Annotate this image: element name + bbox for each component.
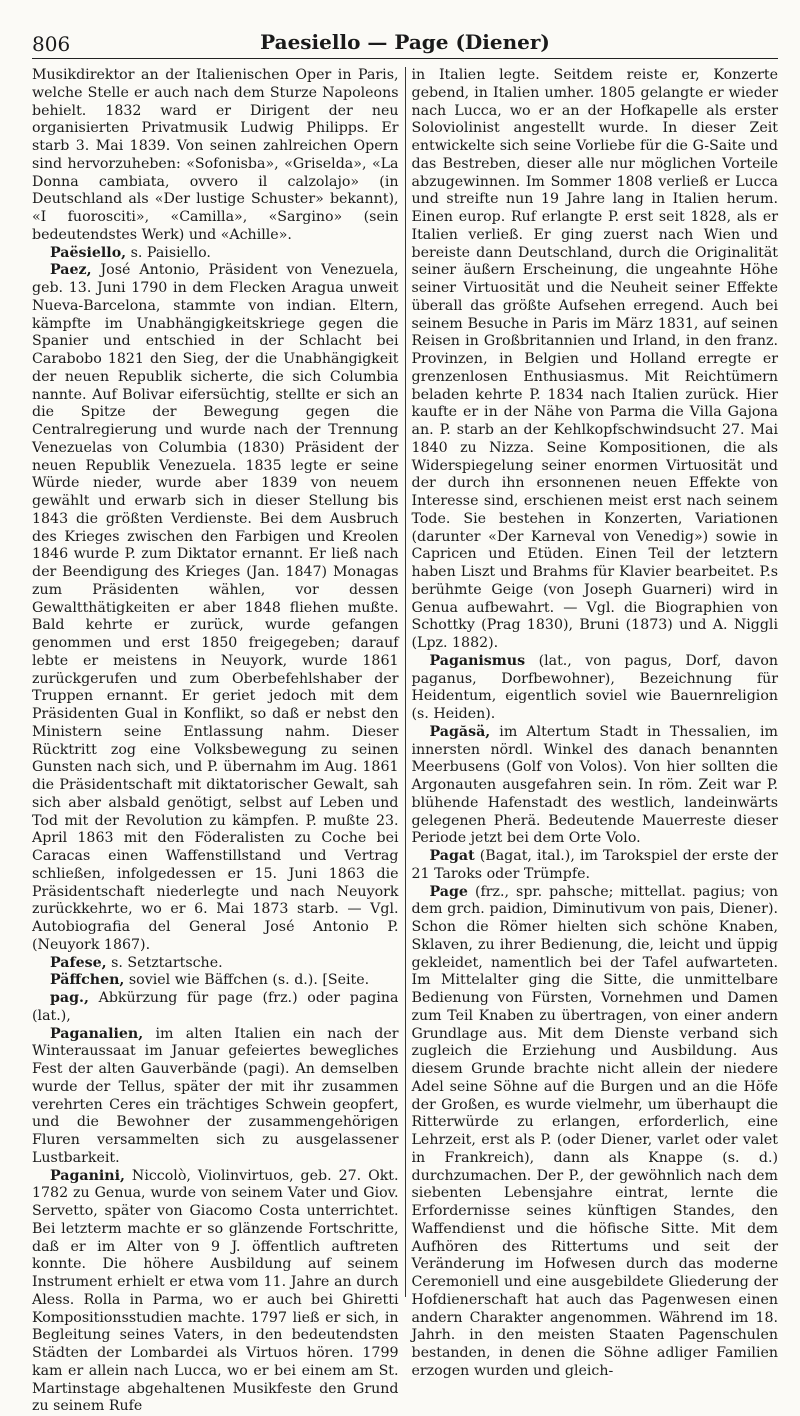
- entry-page: [412, 884, 779, 1381]
- text-columns: [32, 67, 778, 1297]
- entry-text: (Bagat, ital.), im Tarokspiel der erste der 21 Taroks oder Trümpfe.: [412, 848, 779, 882]
- entry-paesiello: [32, 245, 399, 263]
- headword: Pagat: [430, 848, 475, 864]
- entry-text: s. Setztartsche.: [111, 955, 223, 971]
- right-column: [406, 67, 779, 1297]
- headword: Paez,: [50, 262, 92, 278]
- entry-text: (frz., spr. pahsche; mittellat. pagius; von dem grch. paidion, Diminutivum von pais, Diener). Schon die Römer hielten sich schöne Knaben, Sklaven, zu ihrer Bedienung, die, leicht und üppig gekleidet, namentlich bei der Tafel aufwarteten. Im Mittelalter ging die Sitte, die unmittelbare Bedienung von Fürsten, Vornehmen und Damen zum Teil Knaben zu übertragen, von einer andern Grundlage aus. Mit dem Dienste verband sich zugleich die Erziehung und Ausbildung. Aus diesem Grunde brachte nicht allein der niedere Adel seine Söhne auf die Burgen und an die Höfe der Großen, es wurde vielmehr, um überhaupt die Ritterwürde zu erlangen, erforderlich, eine Lehrzeit, erst als P. (oder Diener, varlet oder valet in Frankreich), dann als Knappe (s. d.) durchzumachen. Der P., der gewöhnlich nach dem siebenten Lebensjahre eintrat, lernte die Erfordernisse seines künftigen Standes, den Waffendienst und die höfische Sitte. Mit dem Aufhören des Rittertums und seit der Veränderung im Hofwesen durch das moderne Ceremoniell und eine ausgebildete Gliederung der Hofdienerschaft hat auch das Pagenwesen einen andern Charakter angenommen. Während im 18. Jahrh. in den meisten Staaten Pagenschulen bestanden, in denen die Söhne adliger Familien erzogen wurden und gleich-: [412, 884, 779, 1379]
- page-header: [32, 28, 778, 59]
- page-number: 806: [32, 32, 70, 56]
- entry-text: Niccolò, Violinvirtuos, geb. 27. Okt. 1782 zu Genua, wurde von seinem Vater und Giov. Servetto, später von Giacomo Costa unterrichtet. Bei letzterm machte er so glänzende Fortschritte, daß er im Alter von 9 J. öffentlich auftreten konnte. Die höhere Ausbildung auf seinem Instrument erhielt er etwa vom 11. Jahre an durch Aless. Rolla in Parma, wo er auch bei Ghiretti Kompositionsstudien machte. 1797 ließ er sich, in Begleitung seines Vaters, in den bedeutendsten Städten der Lombardei als Virtuos hören. 1799 kam er allein nach Lucca, wo er bei einem am St. Martinstage abgehaltenen Musikfeste den Grund zu seinem Rufe: [32, 1168, 399, 1415]
- entry-text: (lat., von pagus, Dorf, davon paganus, Dorfbewohner), Bezeichnung für Heidentum, eigentlich soviel wie Bauernreligion (s. Heiden).: [412, 653, 779, 722]
- headword: Paganini,: [50, 1168, 125, 1184]
- entry-paganismus: [412, 653, 779, 724]
- entry-paganini-cont: [412, 67, 779, 653]
- left-column: [32, 67, 405, 1297]
- headword: Paganismus: [430, 653, 526, 669]
- headword: Page: [430, 884, 468, 900]
- entry-pag: [32, 990, 399, 1026]
- entry-text: s. Paisiello.: [131, 245, 211, 261]
- entry-text: Musikdirektor an der Italienischen Oper in Paris, welche Stelle er auch nach dem Sturze Napoleons behielt. 1832 ward er Dirigent der neu organisierten Privatmusik Ludwig Philipps. Er starb 3. Mai 1839. Von seinen zahlreichen Opern sind hervorzuheben: «Sofonisba», «Griselda», «La Donna cambiata, ovvero il calzolajo» (in Deutschland als «Der lustige Schuster» bekannt), «I fuorosciti», «Camilla», «Sargino» (sein bedeutendstes Werk) und «Achille».: [32, 67, 399, 243]
- entry-text: in Italien legte. Seitdem reiste er, Konzerte gebend, in Italien umher. 1805 gelangte er wieder nach Lucca, wo er an der Hofkapelle als erster Soloviolinist angestellt wurde. In dieser Zeit entwickelte sich seine Vorliebe für die G-Saite und das Bestreben, dieser alle nur möglichen Vorteile abzugewinnen. Im Sommer 1808 verließ er Lucca und streifte nun 19 Jahre lang in Italien herum. Einen europ. Ruf erlangte P. erst seit 1828, als er Italien verließ. Er ging zuerst nach Wien und bereiste dann Deutschland, durch die Originalität seiner äußern Erscheinung, die ungeahnte Höhe seiner Virtuosität und die Neuheit seiner Effekte überall das größte Aufsehen erregend. Auch bei seinem Besuche in Paris im März 1831, auf seinen Reisen in Großbritannien und Irland, in den franz. Provinzen, in Belgien und Holland erregte er grenzenlosen Enthusiasmus. Mit Reichtümern beladen kehrte P. 1834 nach Italien zurück. Hier kaufte er in der Nähe von Parma die Villa Gajona an. P. starb an der Kehlkopfschwindsucht 27. Mai 1840 zu Nizza. Seine Kompositionen, die als Widerspiegelung seiner enormen Virtuosität und der durch ihn ersonnenen neuen Effekte von Interesse sind, erschienen meist erst nach seinem Tode. Sie bestehen in Konzerten, Variationen (darunter «Der Karneval von Venedig») sowie in Capricen und Etüden. Einen Teil der letztern haben Liszt und Brahms für Klavier bearbeitet. P.s berühmte Geige (von Joseph Guarneri) wird in Genua aufbewahrt. — Vgl. die Biographien von Schottky (Prag 1830), Bruni (1873) und A. Niggli (Lpz. 1882).: [412, 67, 779, 651]
- entry-pafese: [32, 955, 399, 973]
- headword: pag.,: [50, 990, 89, 1006]
- running-title: Paesiello — Page (Diener): [32, 30, 778, 54]
- entry-text: soviel wie Bäffchen (s. d.). [Seite.: [129, 972, 369, 988]
- entry-text: im alten Italien ein nach der Winteraussaat im Januar gefeiertes bewegliches Fest der alten Gauverbände (pagi). An demselben wurde der Tellus, später der mit ihr zusammen verehrten Ceres ein trächtiges Schwein geopfert, und die Bewohner der zusammengehörigen Fluren versammelten sich zu ausgelassener Lustbarkeit.: [32, 1026, 399, 1166]
- headword: Paësiello,: [50, 245, 126, 261]
- entry-paez: [32, 262, 399, 954]
- entry-text: Abkürzung für page (frz.) oder pagina (lat.),: [32, 990, 399, 1024]
- headword: Pagăsä,: [430, 724, 491, 740]
- headword: Paganalien,: [50, 1026, 143, 1042]
- entry-text: im Altertum Stadt in Thessalien, im innersten nördl. Winkel des danach benannten Meerbusens (Golf von Volos). Von hier sollten die Argonauten ausgefahren sein. In röm. Zeit war P. blühende Hafenstadt des westlich, landeinwärts gelegenen Pherä. Bedeutende Mauerreste dieser Periode jetzt bei dem Orte Volo.: [412, 724, 779, 847]
- entry-pagat: [412, 848, 779, 884]
- entry-paganalien: [32, 1026, 399, 1168]
- entry-pagasa: [412, 724, 779, 848]
- entry-paer-cont: [32, 67, 399, 245]
- entry-text: José Antonio, Präsident von Venezuela, geb. 13. Juni 1790 in dem Flecken Aragua unweit Nueva-Barcelona, stammte von indian. Eltern, kämpfte im Unabhängigkeitskriege gegen die Spanier und entschied in der Schlacht bei Carabobo 1821 den Sieg, der die Unabhängigkeit der neuen Republik sicherte, die sich Columbia nannte. Auf Bolivar eifersüchtig, stellte er sich an die Spitze der Bewegung gegen die Centralregierung und wurde nach der Trennung Venezuelas von Columbia (1830) Präsident der neuen Republik Venezuela. 1835 legte er seine Würde nieder, wurde aber 1839 von neuem gewählt und erwarb sich in dieser Stellung bis 1843 die größten Verdienste. Bei dem Ausbruch des Krieges zwischen den Farbigen und Kreolen 1846 wurde P. zum Diktator ernannt. Er ließ nach der Beendigung des Krieges (Jan. 1847) Monagas zum Präsidenten wählen, vor dessen Gewaltthätigkeiten er aber 1848 fliehen mußte. Bald kehrte er zurück, wurde gefangen genommen und erst 1850 freigegeben; darauf lebte er meistens in Neuyork, wurde 1861 zurückgerufen und zum Oberbefehlshaber der Truppen ernannt. Er geriet jedoch mit dem Präsidenten Gual in Konflikt, so daß er nebst den Ministern seine Entlassung nahm. Dieser Rücktritt zog eine Volksbewegung zu seinen Gunsten nach sich, und P. übernahm im Aug. 1861 die Präsidentschaft mit diktatorischer Gewalt, sah sich aber alsbald genötigt, selbst auf Leben und Tod mit der Revolution zu kämpfen. P. mußte 23. April 1863 mit den Föderalisten zu Coche bei Caracas einen Waffenstillstand und Vertrag schließen, infolgedessen er 15. Juni 1863 die Präsidentschaft niederlegte und nach Neuyork zurückkehrte, wo er 6. Mai 1873 starb. — Vgl. Autobiografia del General José Antonio P. (Neuyork 1867).: [32, 262, 399, 953]
- headword: Pafese,: [50, 955, 107, 971]
- entry-paganini: [32, 1168, 399, 1416]
- entry-paffchen: [32, 972, 399, 990]
- headword: Päffchen,: [50, 972, 124, 988]
